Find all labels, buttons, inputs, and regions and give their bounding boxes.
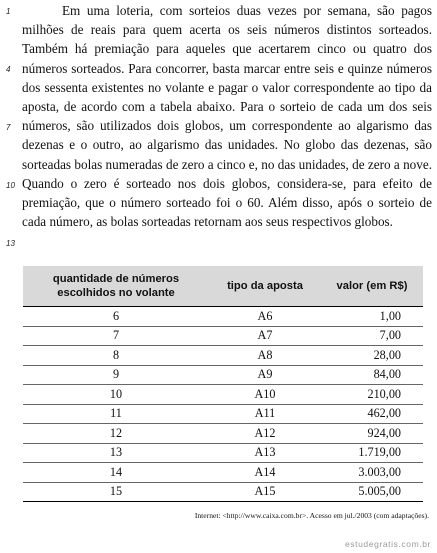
- cell-bet-type: A11: [209, 404, 321, 424]
- table-row: [23, 346, 423, 366]
- watermark: estudegratis.com.br: [344, 539, 431, 549]
- cell-quantity: 8: [23, 346, 209, 366]
- table-body: [23, 307, 423, 502]
- cell-quantity: 12: [23, 424, 209, 444]
- table-row: [23, 365, 423, 385]
- cell-quantity: 10: [23, 385, 209, 405]
- table-row: [23, 463, 423, 483]
- line-number: 13: [6, 239, 15, 248]
- table-row: [23, 385, 423, 405]
- cell-bet-type: A14: [209, 463, 321, 483]
- source-citation: Internet: <http://www.caixa.com.br>. Acesso em jul./2003 (com adaptações).: [194, 511, 429, 520]
- cell-quantity: 7: [23, 326, 209, 346]
- table-row: [23, 404, 423, 424]
- cell-quantity: 14: [23, 463, 209, 483]
- cell-bet-type: A8: [209, 346, 321, 366]
- table-row: [23, 482, 423, 502]
- table-row: [23, 326, 423, 346]
- cell-value: 28,00: [321, 346, 423, 366]
- cell-bet-type: A15: [209, 482, 321, 502]
- cell-value: 924,00: [321, 424, 423, 444]
- header-bet-type: tipo da aposta: [209, 266, 321, 307]
- cell-bet-type: A10: [209, 385, 321, 405]
- line-number: 1: [6, 7, 11, 16]
- cell-quantity: 13: [23, 443, 209, 463]
- cell-bet-type: A12: [209, 424, 321, 444]
- cell-value: 5.005,00: [321, 482, 423, 502]
- cell-bet-type: A7: [209, 326, 321, 346]
- cell-quantity: 15: [23, 482, 209, 502]
- bet-price-table: [23, 266, 423, 502]
- cell-value: 7,00: [321, 326, 423, 346]
- header-value: valor (em R$): [321, 266, 423, 307]
- cell-value: 210,00: [321, 385, 423, 405]
- line-number: 4: [6, 65, 11, 74]
- cell-value: 84,00: [321, 365, 423, 385]
- cell-bet-type: A6: [209, 307, 321, 327]
- table-row: [23, 307, 423, 327]
- cell-bet-type: A9: [209, 365, 321, 385]
- line-number: 7: [6, 123, 11, 132]
- cell-value: 462,00: [321, 404, 423, 424]
- cell-quantity: 6: [23, 307, 209, 327]
- cell-bet-type: A13: [209, 443, 321, 463]
- line-number: 10: [6, 181, 15, 190]
- cell-value: 1.719,00: [321, 443, 423, 463]
- cell-quantity: 11: [23, 404, 209, 424]
- table-row: [23, 424, 423, 444]
- cell-quantity: 9: [23, 365, 209, 385]
- cell-value: 1,00: [321, 307, 423, 327]
- table-row: [23, 443, 423, 463]
- cell-value: 3.003,00: [321, 463, 423, 483]
- table-header-row: [23, 266, 423, 307]
- header-quantity: quantidade de números escolhidos no volante: [23, 266, 209, 307]
- question-paragraph: Em uma loteria, com sorteios duas vezes por semana, são pagos milhões de reais para quem acerta os seis números distintos sorteados. Também há premiação para aqueles que acertarem cinco ou quatro dos números sorteados. Para concorrer, basta marcar entre seis e quinze números dos sessenta existentes no volante e pagar o valor correspondente ao tipo da aposta, de acordo com a tabela abaixo. Para o sorteio de cada um dos seis números, são utilizados dois globos, um correspondente ao algarismo das dezenas e o outro, ao algarismo das unidades. No globo das dezenas, são sorteadas bolas numeradas de zero a cinco e, no das unidades, de zero a nove. Quando o zero é sorteado nos dois globos, considera-se, para efeito de premiação, que o número sorteado foi o 60. Além disso, após o sorteio de cada número, as bolas sorteadas retornam aos seus respectivos globos.: [22, 3, 432, 230]
